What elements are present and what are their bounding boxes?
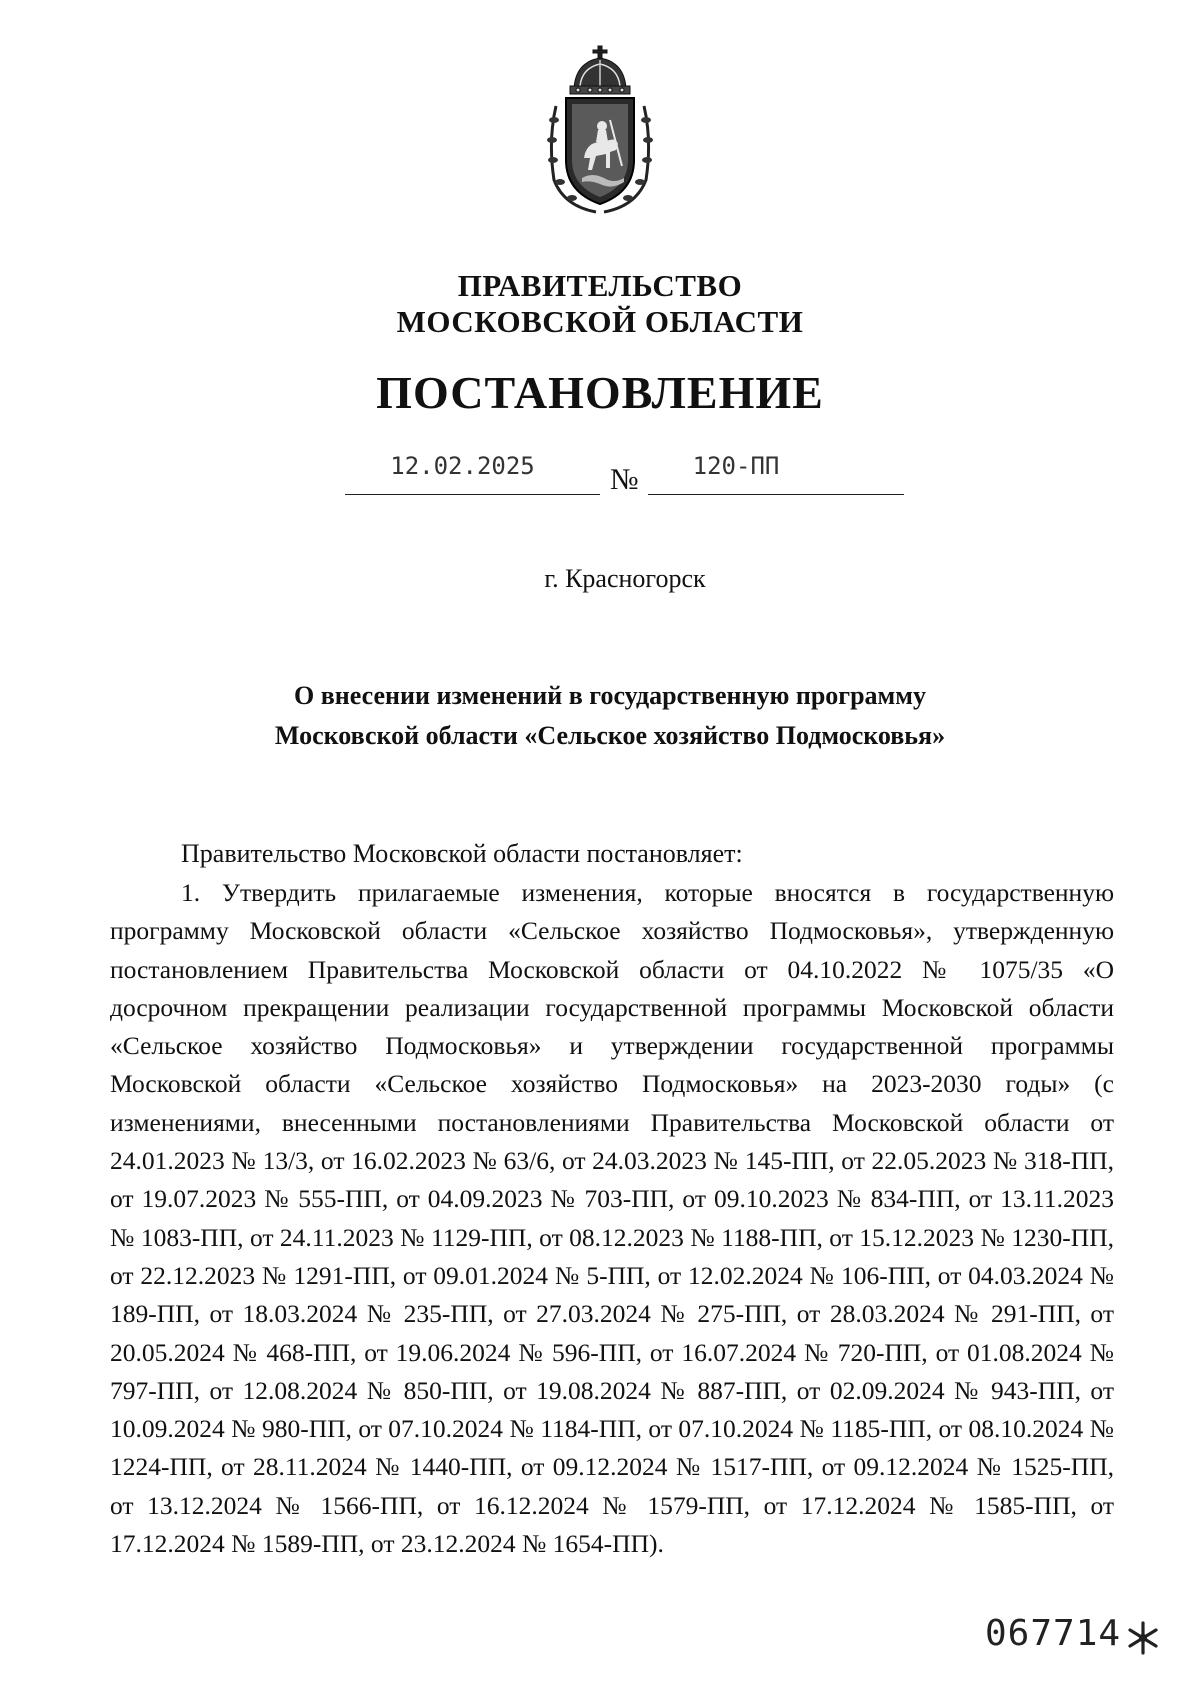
registration-date: 12.02.2025 (390, 452, 535, 480)
coat-of-arms-icon (540, 40, 660, 220)
paragraph-1: 1. Утвердить прилагаемые изменения, которые вносятся в государственную программу Московской области «Сельское хозяйство Подмосковья», утвержденную постановлением Правительства Московской области от 04.10.2022 № 1075/35 «О досрочном прекращении реализации государственной программы Московской области «Сельское хозяйство Подмосковья» и утверждении государственной программы Московской области «Сельское хозяйство Подмосковья» на 2023-2030 годы» (с изменениями, внесенными постановлениями Правительства Московской области от 24.01.2023 № 13/3, от 16.02.2023 № 63/6, от 24.03.2023 № 145-ПП, от 22.05.2023 № 318-ПП, от 19.07.2023 № 555-ПП, от 04.09.2023 № 703-ПП, от 09.10.2023 № 834-ПП, от 13.11.2023 № 1083-ПП, от 24.11.2023 № 1129-ПП, от 08.12.2023 № 1188-ПП, от 15.12.2023 № 1230-ПП, от 22.12.2023 № 1291-ПП, от 09.01.2024 № 5-ПП, от 12.02.2024 № 106-ПП, от 04.03.2024 № 189-ПП, от 18.03.2024 № 235-ПП, от 27.03.2024 № 275-ПП, от 28.03.2024 № 291-ПП, от 20.05.2024 № 468-ПП, от 19.06.2024 № 596-ПП, от 16.07.2024 № 720-ПП, от 01.08.2024 № 797-ПП, от 12.08.2024 № 850-ПП, от 19.08.2024 № 887-ПП, от 02.09.2024 № 943-ПП, от 10.09.2024 № 980-ПП, от 07.10.2024 № 1184-ПП, от 07.10.2024 № 1185-ПП, от 08.10.2024 № 1224-ПП, от 28.11.2024 № 1440-ПП, от 09.12.2024 № 1517-ПП, от 09.12.2024 № 1525-ПП, от 13.12.2024 № 1566-ПП, от 16.12.2024 № 1579-ПП, от 17.12.2024 № 1585-ПП, от 17.12.2024 № 1589-ПП, от 23.12.2024 № 1654-ПП). (110, 878, 1114, 1559)
asterisk-star-icon (1125, 1620, 1161, 1656)
document-title-line-2: Московской области «Сельское хозяйство Подмосковья» (274, 721, 946, 750)
number-sign: № (610, 463, 639, 496)
place-of-issue: г. Красногорск (544, 564, 706, 593)
registration-number-field (648, 450, 904, 500)
document-type-heading: ПОСТАНОВЛЕНИЕ (376, 367, 824, 418)
org-name-line-2: МОСКОВСКОЙ ОБЛАСТИ (396, 304, 804, 339)
org-name-line-1: ПРАВИТЕЛЬСТВО (457, 268, 743, 303)
registration-date-field (345, 450, 600, 500)
document-title-line-1: О внесении изменений в государственную программу (294, 681, 926, 710)
date-underline (345, 494, 600, 495)
serial-number: 067714 (985, 1613, 1122, 1654)
intro-sentence: Правительство Московской области постановляет: (181, 839, 743, 868)
number-underline (648, 494, 904, 495)
registration-number: 120-ПП (692, 452, 780, 480)
